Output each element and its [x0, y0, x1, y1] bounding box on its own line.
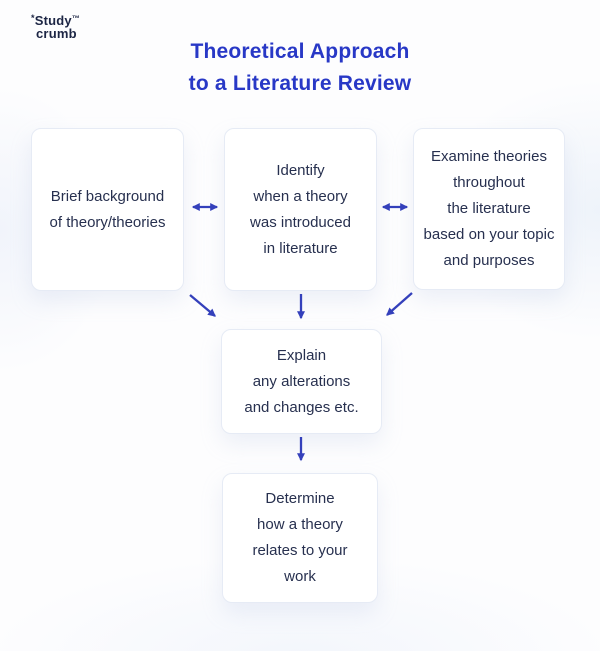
box-explain-alterations — [221, 329, 382, 434]
arrow-box3-to-explain — [387, 293, 412, 315]
box-line: in literature — [263, 239, 338, 257]
box-line: relates to your — [252, 542, 348, 559]
logo-word: Study — [34, 13, 72, 28]
box-line: and changes etc. — [244, 398, 359, 416]
title-line2: to a Literature Review — [188, 72, 412, 95]
studycrumb-logo — [31, 12, 80, 40]
box-identify-theory — [224, 128, 377, 291]
box-brief-background — [31, 128, 184, 291]
diagram-title — [100, 36, 500, 100]
box-line: work — [284, 568, 316, 585]
box-line: Brief background — [50, 187, 165, 205]
logo-asterisk-mark: * — [31, 13, 35, 23]
box-examine-theories — [413, 128, 565, 290]
box-line: the literature — [447, 200, 531, 217]
logo-trademark: ™ — [71, 14, 81, 23]
logo-line1 — [31, 12, 80, 27]
logo-line2: crumb — [36, 26, 77, 41]
box-line: Identify — [276, 161, 325, 179]
box-line: Determine — [265, 490, 335, 507]
box-determine-relation — [222, 473, 378, 603]
box-line: throughout — [453, 174, 525, 191]
box-line: how a theory — [257, 516, 343, 533]
box-line: Explain — [276, 346, 327, 364]
box-line: was introduced — [250, 213, 351, 231]
title-line1: Theoretical Approach — [190, 40, 410, 63]
box-line: Examine theories — [431, 148, 547, 165]
box-line: any alterations — [252, 372, 351, 390]
box-line: based on your topic — [423, 226, 555, 243]
box-line: and purposes — [443, 252, 535, 269]
arrow-box1-to-explain — [190, 295, 215, 316]
box-line: of theory/theories — [49, 213, 166, 231]
box-line: when a theory — [253, 187, 348, 205]
